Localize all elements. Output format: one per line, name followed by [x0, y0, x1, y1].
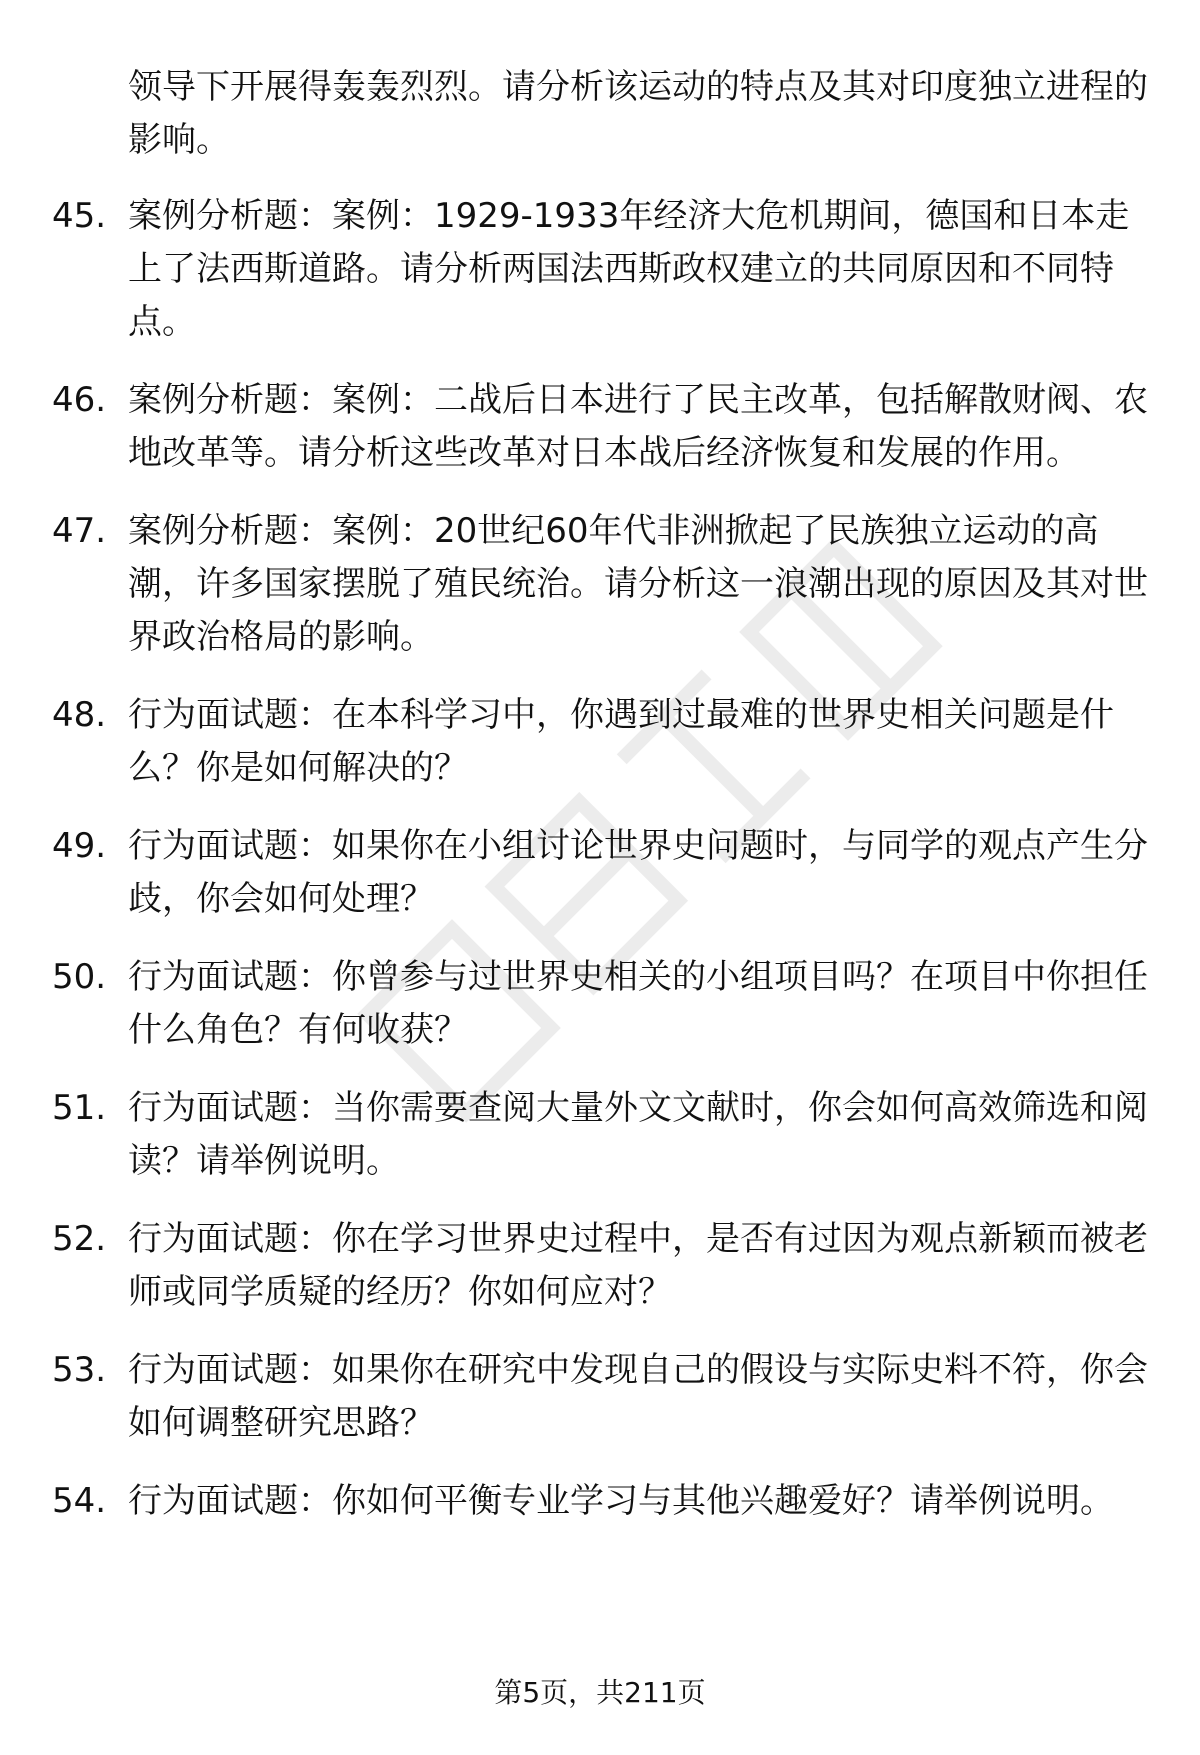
- question-list: [0, 190, 1200, 1553]
- list-item: [0, 374, 1200, 480]
- list-item: [0, 1082, 1200, 1188]
- question-text: 行为面试题：你在学习世界史过程中，是否有过因为观点新颖而被老师或同学质疑的经历？你如何应对？: [128, 1219, 1148, 1312]
- question-text: 行为面试题：如果你在小组讨论世界史问题时，与同学的观点产生分歧，你会如何处理？: [128, 826, 1148, 919]
- question-number: 48.: [52, 695, 107, 735]
- question-number: 45.: [52, 196, 107, 236]
- question-number: 53.: [52, 1350, 107, 1390]
- question-text: 行为面试题：如果你在研究中发现自己的假设与实际史料不符，你会如何调整研究思路？: [128, 1350, 1148, 1443]
- question-text: 案例分析题：案例：1929-1933年经济大危机期间，德国和日本走上了法西斯道路。请分析两国法西斯政权建立的共同原因和不同特点。: [128, 196, 1130, 342]
- question-text: 案例分析题：案例：20世纪60年代非洲掀起了民族独立运动的高潮，许多国家摆脱了殖民统治。请分析这一浪潮出现的原因及其对世界政治格局的影响。: [128, 511, 1148, 657]
- question-text: 案例分析题：案例：二战后日本进行了民主改革，包括解散财阀、农地改革等。请分析这些改革对日本战后经济恢复和发展的作用。: [128, 380, 1148, 473]
- question-text: 行为面试题：你曾参与过世界史相关的小组项目吗？在项目中你担任什么角色？有何收获？: [128, 957, 1148, 1050]
- question-number: 50.: [52, 957, 107, 997]
- question-number: 54.: [52, 1481, 107, 1521]
- list-item: [0, 1213, 1200, 1319]
- continued-question-text: 领导下开展得轰轰烈烈。请分析该运动的特点及其对印度独立进程的影响。: [128, 67, 1148, 160]
- question-text: 行为面试题：当你需要查阅大量外文文献时，你会如何高效筛选和阅读？请举例说明。: [128, 1088, 1148, 1181]
- list-item: [0, 1344, 1200, 1450]
- list-item: [0, 1475, 1200, 1528]
- question-text: 行为面试题：在本科学习中，你遇到过最难的世界史相关问题是什么？你是如何解决的？: [128, 695, 1114, 788]
- question-number: 47.: [52, 511, 107, 551]
- page-number-footer: 第5页，共211页: [494, 1676, 706, 1709]
- list-item: [0, 951, 1200, 1057]
- list-item: [0, 820, 1200, 926]
- list-item: [0, 689, 1200, 795]
- question-text: 行为面试题：你如何平衡专业学习与其他兴趣爱好？请举例说明。: [128, 1481, 1114, 1521]
- question-number: 49.: [52, 826, 107, 866]
- list-item: [0, 190, 1200, 349]
- question-number: 46.: [52, 380, 107, 420]
- question-number: 52.: [52, 1219, 107, 1259]
- question-number: 51.: [52, 1088, 107, 1128]
- list-item: [0, 505, 1200, 664]
